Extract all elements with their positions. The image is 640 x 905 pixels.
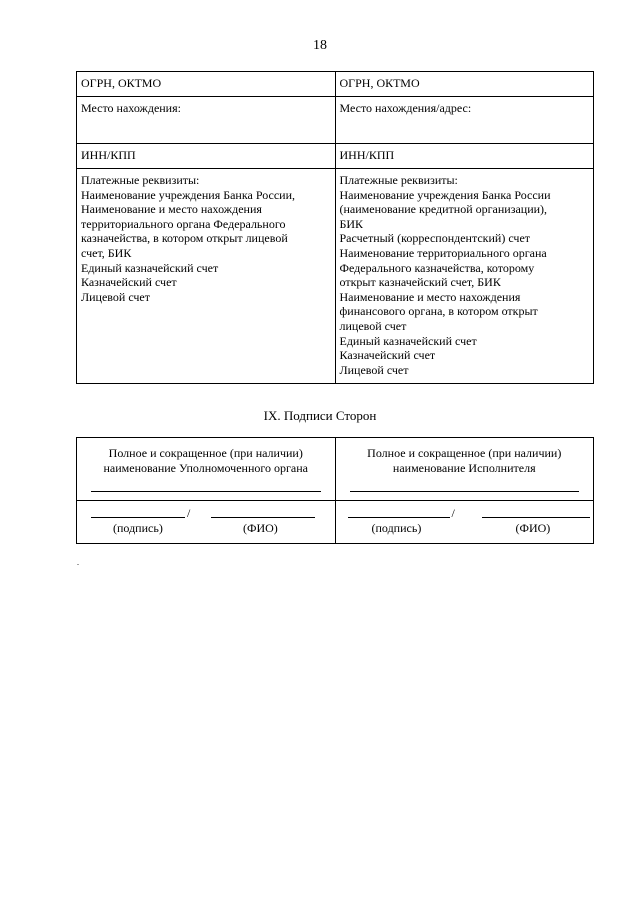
signature-separator: / — [451, 506, 455, 520]
authority-sign-cell — [77, 501, 336, 544]
payment-line: счет, БИК — [81, 245, 132, 260]
left-ogrn: ОГРН, ОКТМО — [77, 72, 336, 97]
requisites-table — [76, 71, 594, 384]
authority-signature-label: (подпись) — [113, 521, 163, 535]
left-inn: ИНН/КПП — [77, 144, 336, 169]
payment-line: Единый казначейский счет — [339, 333, 477, 348]
row-inn — [77, 144, 594, 169]
signatures-name-row — [77, 438, 594, 501]
contractor-signature-label: (подпись) — [371, 521, 422, 535]
page-number: 18 — [313, 38, 327, 53]
contractor-fio-label: (ФИО) — [515, 521, 551, 535]
payment-line: Расчетный (корреспондентский) счет — [339, 231, 531, 246]
authority-name-cell — [77, 438, 336, 501]
payment-line: Наименование территориального органа — [339, 245, 547, 260]
authority-signature-field — [91, 517, 185, 518]
right-payment-details — [335, 169, 594, 384]
payment-line: (наименование кредитной организации), — [339, 202, 548, 217]
contractor-signature-field — [348, 517, 450, 518]
authority-name-caption: наименование Уполномоченного органа — [103, 460, 308, 475]
row-address — [77, 97, 594, 144]
payment-line: Федерального казначейства, которому — [339, 260, 535, 275]
contractor-name-caption: Полное и сокращенное (при наличии) — [367, 446, 562, 460]
payment-line: Казначейский счет — [339, 348, 436, 363]
authority-fio-label: (ФИО) — [243, 521, 278, 535]
payment-line: территориального органа Федерального — [81, 216, 286, 231]
payment-line: Платежные реквизиты: — [339, 173, 458, 187]
payment-line: Единый казначейский счет — [81, 260, 219, 275]
left-address: Место нахождения: — [77, 97, 336, 144]
payment-line: Лицевой счет — [81, 289, 151, 304]
payment-line: Лицевой счет — [339, 362, 409, 377]
payment-line: Наименование учреждения Банка России — [339, 187, 551, 202]
payment-line: Наименование и место нахождения — [339, 289, 521, 304]
payment-line: открыт казначейский счет, БИК — [339, 275, 501, 290]
authority-name-caption: Полное и сокращенное (при наличии) — [108, 446, 303, 460]
payment-line: БИК — [339, 216, 364, 231]
payment-line: Наименование и место нахождения — [81, 202, 262, 217]
signatures-table — [76, 437, 594, 544]
contractor-fio-field — [482, 517, 590, 518]
left-payment-details — [77, 169, 336, 384]
payment-line: Наименование учреждения Банка России, — [81, 187, 295, 202]
payment-line: Платежные реквизиты: — [81, 173, 200, 187]
row-ogrn — [77, 72, 594, 97]
right-inn: ИНН/КПП — [335, 144, 594, 169]
footer-mark: . — [77, 558, 79, 567]
payment-line: казначейства, в котором открыт лицевой — [81, 231, 288, 246]
signatures-sign-row — [77, 501, 594, 544]
signature-separator: / — [187, 506, 191, 520]
contractor-name-cell — [335, 438, 594, 501]
right-address: Место нахождения/адрес: — [335, 97, 594, 144]
payment-line: Казначейский счет — [81, 275, 177, 290]
right-ogrn: ОГРН, ОКТМО — [335, 72, 594, 97]
row-payment-details — [77, 169, 594, 384]
payment-line: лицевой счет — [339, 318, 407, 333]
payment-line: финансового органа, в котором открыт — [339, 304, 538, 319]
signatures-section-title: IX. Подписи Сторон — [263, 408, 377, 423]
contractor-sign-cell — [335, 501, 594, 544]
authority-fio-field — [211, 517, 315, 518]
contractor-name-field — [350, 491, 580, 492]
authority-name-field — [91, 491, 321, 492]
contractor-name-caption: наименование Исполнителя — [392, 460, 536, 475]
